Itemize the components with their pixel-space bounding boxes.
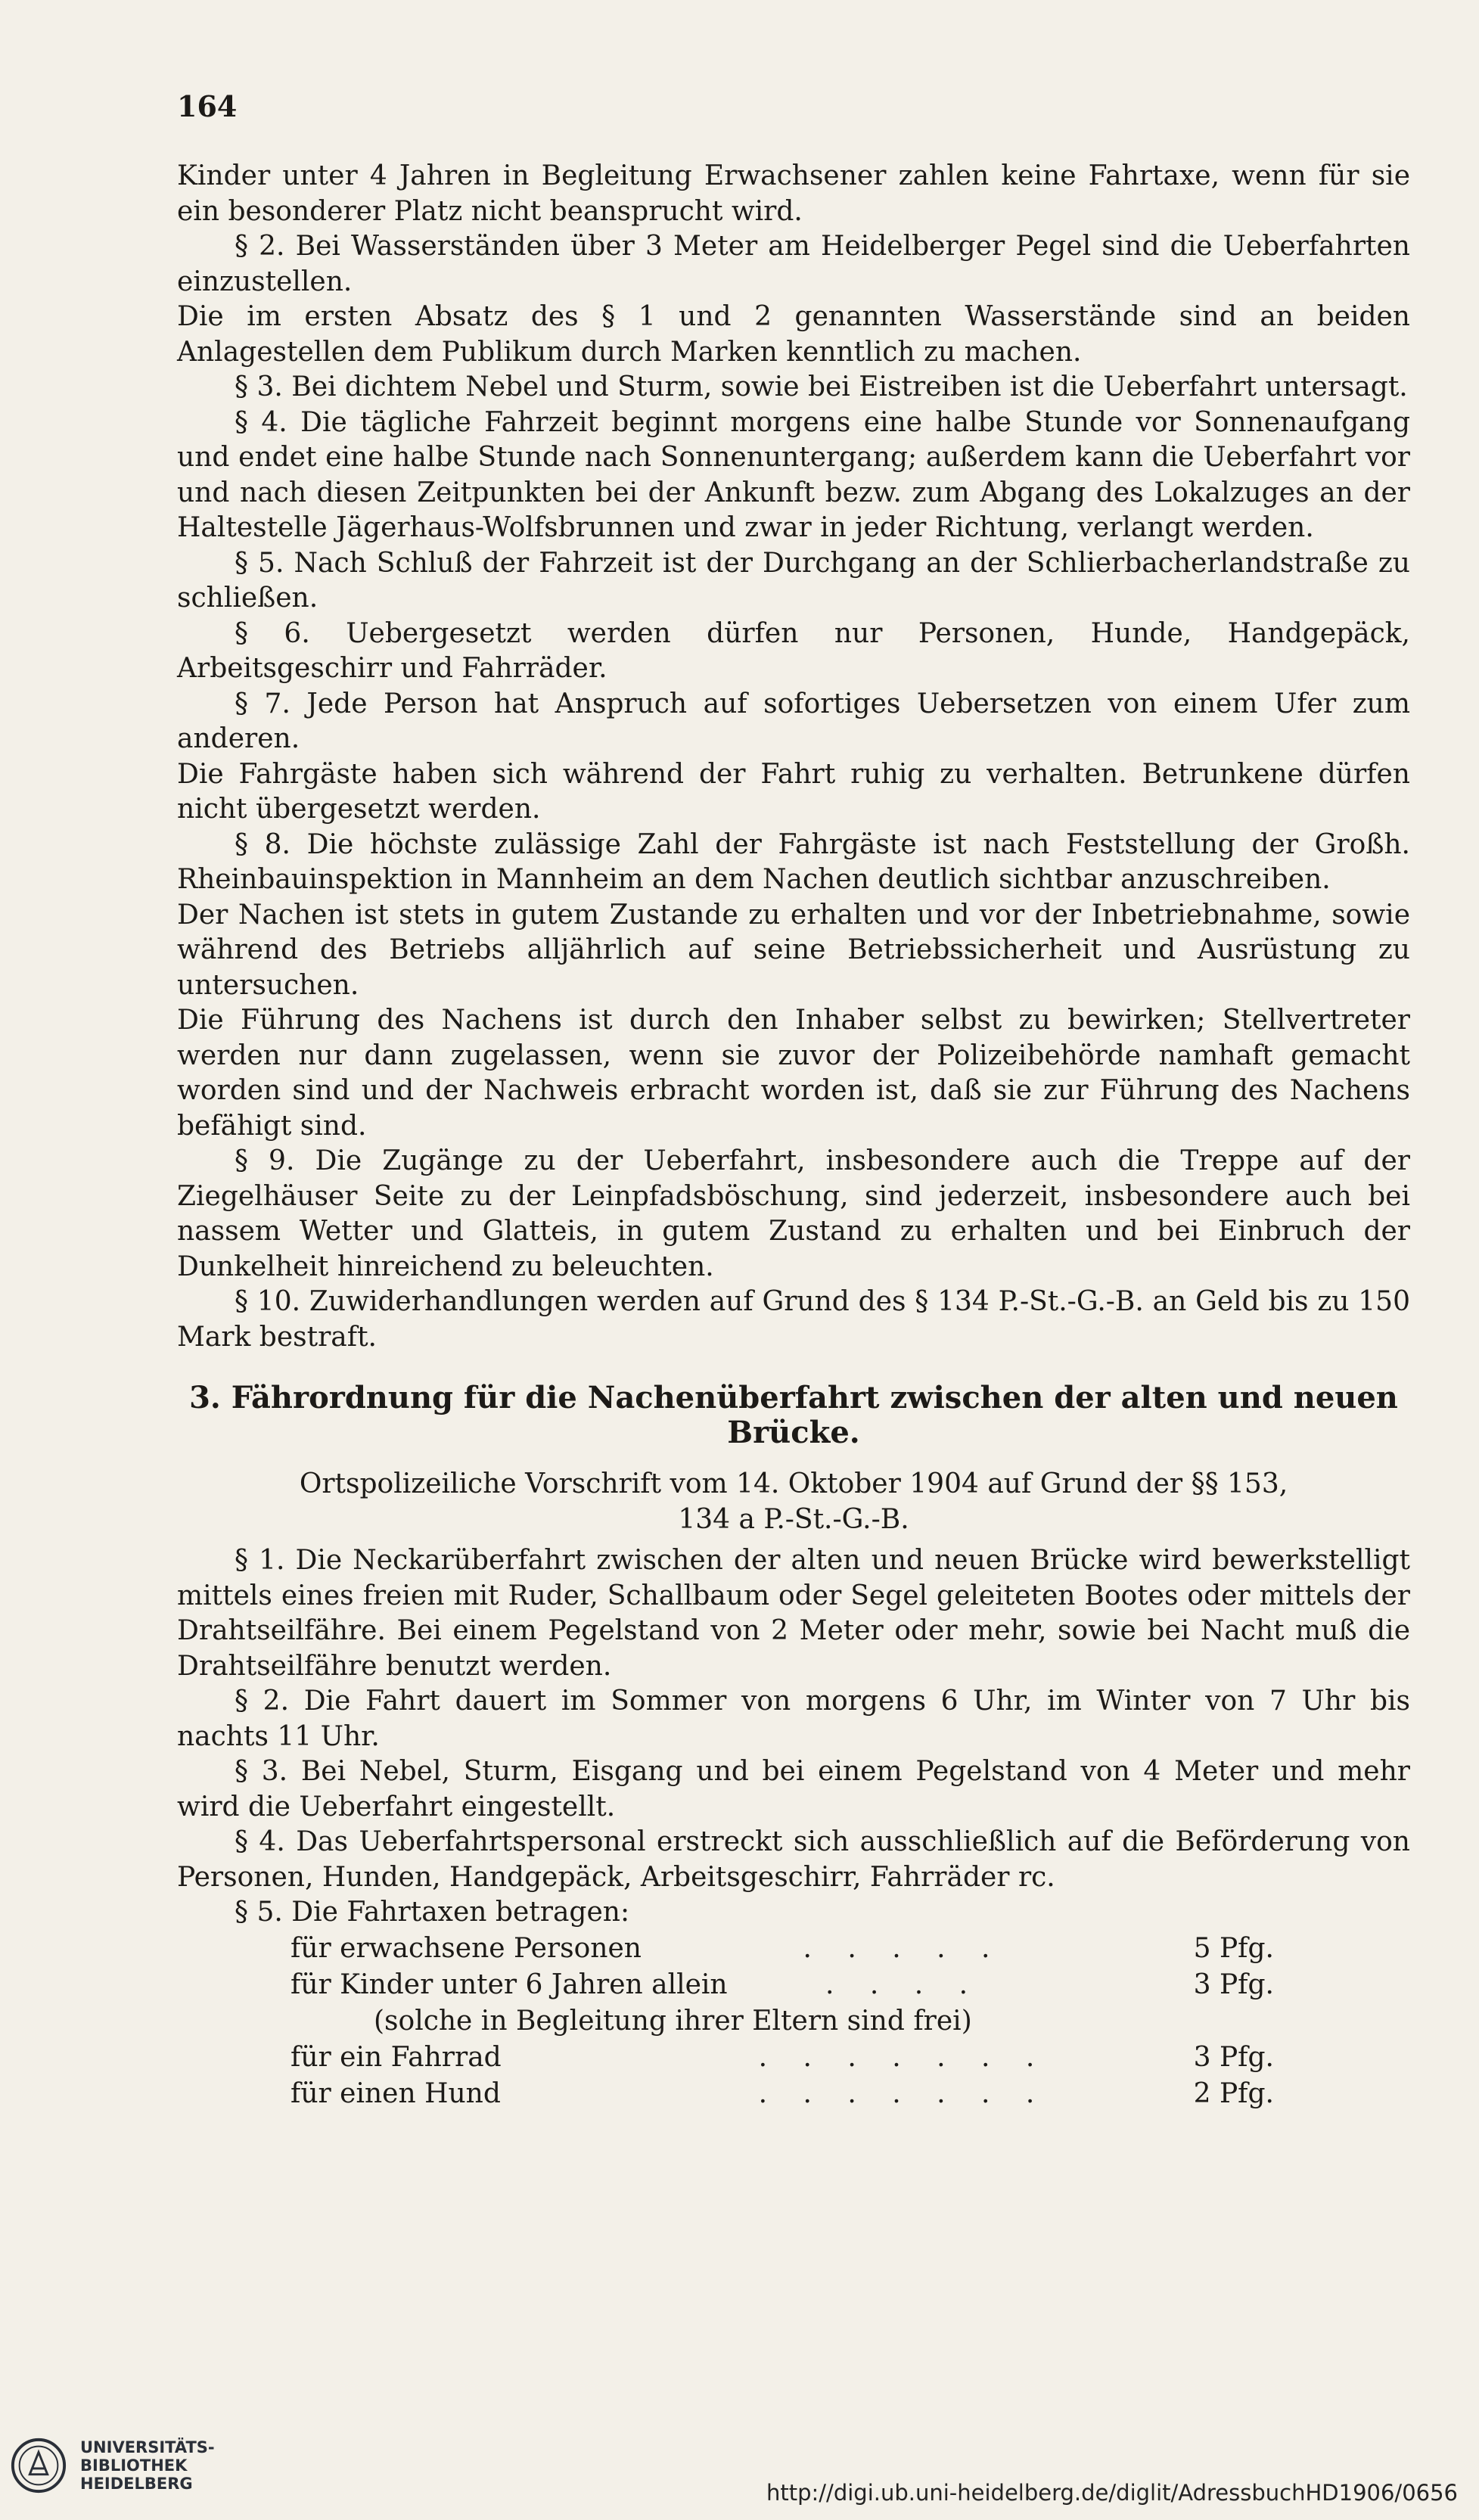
paragraph: § 4. Das Ueberfahrtspersonal erstreckt sich ausschließlich auf die Beförderung von Personen, Hunden, Handgepäck, Arbeitsgeschirr, Fahrräder rc. <box>177 1826 1410 1893</box>
page-number: 164 <box>177 89 238 123</box>
paragraph: § 4. Die tägliche Fahrzeit beginnt morgens eine halbe Stunde vor Sonnenaufgang und endet eine halbe Stunde nach Sonnenuntergang; außerdem kann die Ueberfahrt vor und nach diesen Zeitpunkten bei der Ankunft bezw. zum Abgang des Lokalzuges an der Haltestelle Jägerhaus-Wolfsbrunnen und zwar in jeder Richtung, verlangt werden. <box>177 406 1410 543</box>
library-name-line: UNIVERSITÄTS- <box>80 2438 215 2456</box>
source-url-link[interactable]: http://digi.ub.uni-heidelberg.de/diglit/AdressbuchHD1906/0656 <box>766 2480 1458 2506</box>
fare-price: 3 Pfg. <box>1193 1968 1274 2000</box>
fare-row <box>291 1967 1274 2003</box>
library-name-line: HEIDELBERG <box>80 2475 193 2493</box>
library-name <box>80 2438 215 2493</box>
fare-row <box>291 1931 1274 1967</box>
fare-note-row <box>291 2003 1274 2040</box>
fare-price: 3 Pfg. <box>1193 2041 1274 2073</box>
fare-table <box>291 1931 1274 2112</box>
body-text <box>177 159 1410 2112</box>
paragraph: § 5. Nach Schluß der Fahrzeit ist der Durchgang an der Schlierbacherlandstraße zu schließen. <box>177 547 1410 614</box>
fare-note: (solche in Begleitung ihrer Eltern sind frei) <box>374 2005 972 2037</box>
paragraph: § 5. Die Fahrtaxen betragen: <box>235 1897 630 1928</box>
fare-item: für Kinder unter 6 Jahren allein <box>291 1968 728 2000</box>
paragraph: Die im ersten Absatz des § 1 und 2 genannten Wasserstände sind an beiden Anlagestellen dem Publikum durch Marken kenntlich zu machen. <box>177 301 1410 368</box>
paragraph: § 7. Jede Person hat Anspruch auf sofortiges Uebersetzen von einem Ufer zum anderen. <box>177 688 1410 754</box>
fare-dots: . . . . . . . <box>758 2041 1049 2073</box>
fare-item: für ein Fahrrad <box>291 2041 502 2073</box>
section-subtitle-cont: 134 a P.-St.-G.-B. <box>678 1503 909 1535</box>
paragraph: § 3. Bei Nebel, Sturm, Eisgang und bei einem Pegelstand von 4 Meter und mehr wird die Ueberfahrt eingestellt. <box>177 1756 1410 1822</box>
library-logo[interactable] <box>9 2436 215 2495</box>
fare-dots: . . . . <box>825 1968 982 2000</box>
fare-price: 2 Pfg. <box>1193 2077 1274 2109</box>
fare-row <box>291 2076 1274 2112</box>
paragraph: Die Fahrgäste haben sich während der Fahrt ruhig zu verhalten. Betrunkene dürfen nicht übergesetzt werden. <box>177 758 1410 825</box>
paragraph: § 6. Uebergesetzt werden dürfen nur Personen, Hunde, Handgepäck, Arbeitsgeschirr und Fahrräder. <box>177 617 1410 684</box>
section-heading: 3. Fährordnung für die Nachenüberfahrt zwischen der alten und neuen Brücke. <box>189 1380 1398 1450</box>
library-seal-icon <box>9 2436 68 2495</box>
paragraph: § 2. Die Fahrt dauert im Sommer von morgens 6 Uhr, im Winter von 7 Uhr bis nachts 11 Uhr. <box>177 1686 1410 1752</box>
section-subtitle: Ortspolizeiliche Vorschrift vom 14. Oktober 1904 auf Grund der §§ 153, <box>299 1468 1288 1499</box>
paragraph: Kinder unter 4 Jahren in Begleitung Erwachsener zahlen keine Fahrtaxe, wenn für sie ein besonderer Platz nicht beansprucht wird. <box>177 160 1410 227</box>
fare-item: für einen Hund <box>291 2077 501 2109</box>
paragraph: § 9. Die Zugänge zu der Ueberfahrt, insbesondere auch die Treppe auf der Ziegelhäuser Seite zu der Leinpfadsböschung, sind jederzeit, insbesondere auch bei nassem Wetter und Glatteis, in gutem Zustand zu erhalten und bei Einbruch der Dunkelheit hinreichend zu beleuchten. <box>177 1145 1410 1282</box>
fare-item: für erwachsene Personen <box>291 1932 642 1964</box>
fare-row <box>291 2040 1274 2076</box>
fare-price: 5 Pfg. <box>1193 1932 1274 1964</box>
paragraph: § 2. Bei Wasserständen über 3 Meter am Heidelberger Pegel sind die Ueberfahrten einzustellen. <box>177 231 1410 297</box>
fare-dots: . . . . . . . <box>758 2077 1049 2109</box>
paragraph: § 10. Zuwiderhandlungen werden auf Grund des § 134 P.-St.-G.-B. an Geld bis zu 150 Mark bestraft. <box>177 1286 1410 1353</box>
library-name-line: BIBLIOTHEK <box>80 2456 188 2475</box>
paragraph: § 3. Bei dichtem Nebel und Sturm, sowie bei Eistreiben ist die Ueberfahrt untersagt. <box>235 371 1408 402</box>
paragraph: Die Führung des Nachens ist durch den Inhaber selbst zu bewirken; Stellvertreter werden nur dann zugelassen, wenn sie zuvor der Polizeibehörde namhaft gemacht worden sind und der Nachweis erbracht worden ist, daß sie zur Führung des Nachens befähigt sind. <box>177 1005 1410 1142</box>
paragraph: Der Nachen ist stets in gutem Zustande zu erhalten und vor der Inbetriebnahme, sowie während des Betriebs alljährlich auf seine Betriebssicherheit und Ausrüstung zu untersuchen. <box>177 899 1410 1001</box>
paragraph: § 1. Die Neckarüberfahrt zwischen der alten und neuen Brücke wird bewerkstelligt mittels eines freien mit Ruder, Schallbaum oder Segel geleiteten Bootes oder mittels der Drahtseilfähre. Bei einem Pegelstand von 2 Meter oder mehr, sowie bei Nacht muß die Drahtseilfähre benutzt werden. <box>177 1545 1410 1682</box>
fare-dots: . . . . . <box>803 1932 1004 1964</box>
paragraph: § 8. Die höchste zulässige Zahl der Fahrgäste ist nach Feststellung der Großh. Rheinbauinspektion in Mannheim an dem Nachen deutlich sichtbar anzuschreiben. <box>177 828 1410 895</box>
